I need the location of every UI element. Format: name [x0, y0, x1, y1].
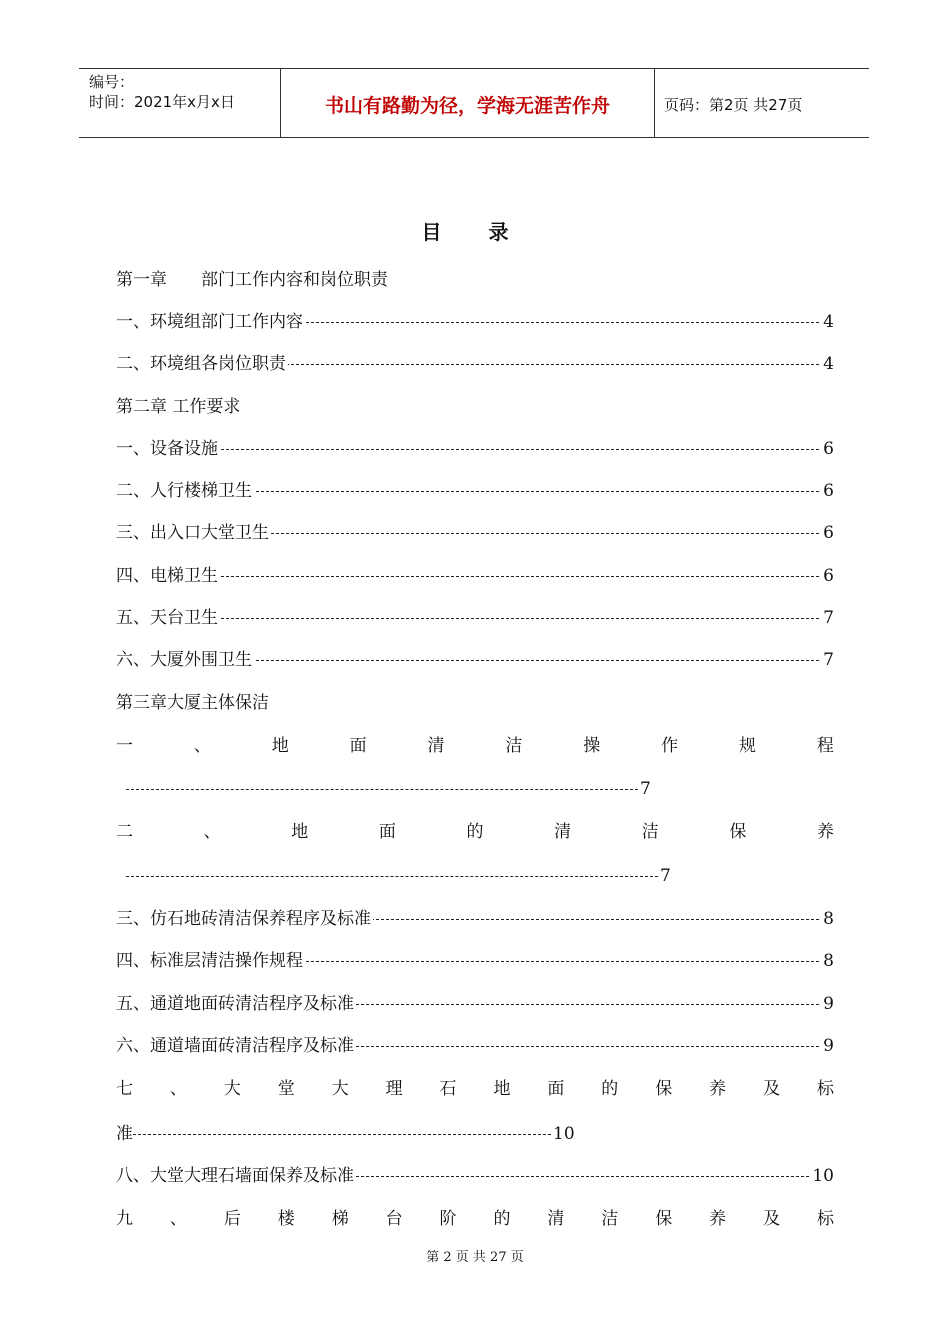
- toc-entry-text: 五、天台卫生: [116, 605, 220, 631]
- header-page-cell: [654, 69, 869, 137]
- dash-leader: [116, 618, 834, 619]
- header-meta-cell: [79, 69, 280, 137]
- dash-leader: [126, 876, 658, 877]
- toc-entry[interactable]: [116, 647, 834, 673]
- toc-entry[interactable]: [116, 948, 834, 974]
- toc-entry-page: 7: [821, 647, 834, 673]
- document-number-label: 编号：: [89, 73, 135, 91]
- toc-entry-page: 9: [821, 991, 834, 1017]
- dash-leader: [116, 449, 834, 450]
- toc-entry-text: 四、标准层清洁操作规程: [116, 948, 305, 974]
- toc-entry-page: 8: [821, 948, 834, 974]
- toc-entry-page: 6: [821, 563, 834, 589]
- toc-entry-justified[interactable]: 一 、 地 面 清 洁 操 作 规 程: [116, 736, 834, 756]
- toc-entry-page: 7: [821, 605, 834, 631]
- toc-entry-text: 四、电梯卫生: [116, 563, 220, 589]
- page-header: [79, 68, 869, 138]
- header-motto-cell: [280, 69, 655, 137]
- toc-entry-text: 六、大厦外围卫生: [116, 647, 254, 673]
- toc-entry-page: 9: [821, 1033, 834, 1059]
- toc-entry-page: 6: [821, 520, 834, 546]
- toc-entry-justified[interactable]: 七 、 大 堂 大 理 石 地 面 的 保 养 及 标: [116, 1079, 834, 1099]
- toc-entry-text: 准: [116, 1124, 133, 1144]
- toc-entry-text: 三、出入口大堂卫生: [116, 520, 271, 546]
- toc-entry-page: 7: [640, 779, 651, 799]
- toc-entry[interactable]: [116, 563, 834, 589]
- toc-chapter-3: 第三章大厦主体保洁: [116, 693, 269, 713]
- toc-entry-text: 三、仿石地砖清洁保养程序及标准: [116, 906, 373, 932]
- toc-entry-page: 8: [821, 906, 834, 932]
- toc-entry-page: 4: [821, 351, 834, 377]
- toc-entry[interactable]: [116, 520, 834, 546]
- toc-entry-continuation[interactable]: [116, 1121, 575, 1147]
- toc-title: 目 录: [421, 220, 529, 244]
- toc-entry[interactable]: [116, 1163, 834, 1189]
- toc-chapter-1: 第一章 部门工作内容和岗位职责: [116, 270, 388, 290]
- toc-entry-text: 八、大堂大理石墙面保养及标准: [116, 1163, 356, 1189]
- toc-entry-justified[interactable]: 二 、 地 面 的 清 洁 保 养: [116, 822, 834, 842]
- dash-leader: [133, 1134, 551, 1135]
- toc-entry-page: 10: [810, 1163, 834, 1189]
- toc-entry[interactable]: [116, 605, 834, 631]
- toc-entry-text: 一、设备设施: [116, 436, 220, 462]
- toc-entry[interactable]: [116, 1033, 834, 1059]
- toc-entry-continuation[interactable]: [126, 863, 671, 889]
- toc-chapter-2: 第二章 工作要求: [116, 397, 241, 417]
- toc-entry[interactable]: [116, 309, 834, 335]
- toc-entry[interactable]: [116, 906, 834, 932]
- toc-entry-page: 6: [821, 478, 834, 504]
- document-date-label: 时间：2021年x月x日: [89, 93, 235, 111]
- toc-entry-justified[interactable]: 九 、 后 楼 梯 台 阶 的 清 洁 保 养 及 标: [116, 1209, 834, 1229]
- header-page-number: 页码：第2页 共27页: [664, 96, 803, 114]
- dash-leader: [116, 576, 834, 577]
- toc-entry-text: 五、通道地面砖清洁程序及标准: [116, 991, 356, 1017]
- toc-entry[interactable]: [116, 991, 834, 1017]
- page-footer: 第 2 页 共 27 页: [426, 1250, 524, 1265]
- toc-entry-page: 7: [660, 866, 671, 886]
- toc-entry[interactable]: [116, 436, 834, 462]
- toc-entry[interactable]: [116, 351, 834, 377]
- toc-entry-page: 4: [821, 309, 834, 335]
- toc-entry-text: 六、通道墙面砖清洁程序及标准: [116, 1033, 356, 1059]
- toc-entry-page: 10: [553, 1124, 575, 1144]
- toc-entry-text: 二、环境组各岗位职责: [116, 351, 288, 377]
- toc-entry-text: 二、人行楼梯卫生: [116, 478, 254, 504]
- header-motto: 书山有路勤为径，学海无涯苦作舟: [324, 95, 610, 117]
- toc-entry-text: 一、环境组部门工作内容: [116, 309, 305, 335]
- toc-entry[interactable]: [116, 478, 834, 504]
- toc-entry-page: 6: [821, 436, 834, 462]
- toc-entry-continuation[interactable]: [126, 776, 651, 802]
- dash-leader: [126, 789, 638, 790]
